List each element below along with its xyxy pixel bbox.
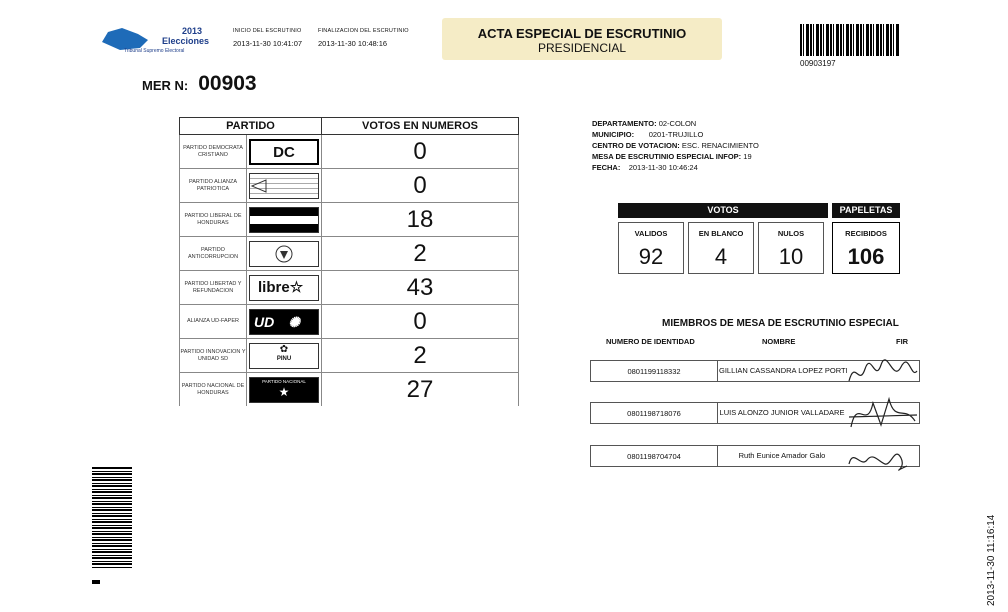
blanco-cell [688,222,754,274]
title-line1: ACTA ESPECIAL DE ESCRUTINIO [477,26,687,41]
star-icon: ★ [278,384,290,399]
fin-label: FINALIZACION DEL ESCRUTINIO [318,28,409,34]
party-logo-ud [247,305,322,339]
member-row [590,402,920,424]
member-id: 0801199118332 [627,367,681,376]
mer-number: 00903 [198,72,257,95]
validos-value: 92 [638,244,664,269]
signature-2 [845,395,921,433]
mer-number-block [142,72,257,96]
party-logo-dc [247,135,322,169]
document-title [442,18,722,60]
muni-label: MUNICIPIO: [592,130,635,139]
shield-emblem-icon [274,243,294,265]
papeletas-header: PAPELETAS [832,203,900,218]
ud-logo-text: UD [254,313,275,330]
elecciones-year: 2013 [181,26,202,36]
blanco-value: 4 [714,244,728,269]
pinu-emblem-icon: ✿ [279,343,289,355]
col-header-party: PARTIDO [180,118,322,135]
col-header-votes: VOTOS EN NUMEROS [322,118,519,135]
party-name: PARTIDO ANTICORRUPCION [180,237,247,271]
party-votes: 27 [322,373,519,407]
table-row [180,169,519,203]
col-header-sig: FIR [896,337,909,346]
party-votes: 2 [322,237,519,271]
corner-mark [92,580,100,584]
party-votes-table [179,117,519,406]
depto-value: 02-COLON [658,119,697,128]
signature-3 [845,438,921,476]
party-name: PARTIDO LIBERTAD Y REFUNDACION [180,271,247,305]
recibidos-label: RECIBIDOS [845,229,887,238]
party-votes: 0 [322,169,519,203]
party-votes: 0 [322,135,519,169]
alianza-emblem-icon [252,178,268,194]
party-name: ALIANZA UD-FAPER [180,305,247,339]
title-line2: PRESIDENCIAL [537,41,627,55]
mer-label: MER N: [142,78,189,93]
validos-cell [618,222,684,274]
pinu-logo-text: PINU [276,355,292,362]
location-info [592,118,759,173]
centro-value: ESC. RENACIMIENTO [681,141,759,150]
table-row [180,271,519,305]
party-votes: 0 [322,305,519,339]
blanco-label: EN BLANCO [698,229,744,238]
table-row [180,237,519,271]
table-row [180,373,519,407]
party-name: PARTIDO DEMOCRATA CRISTIANO [180,135,247,169]
mesa-value: 19 [743,152,752,161]
party-name: PARTIDO LIBERAL DE HONDURAS [180,203,247,237]
table-row [180,339,519,373]
party-logo-liberal [247,203,322,237]
party-name: PARTIDO NACIONAL DE HONDURAS [180,373,247,407]
table-row [180,305,519,339]
member-row [590,445,920,467]
depto-label: DEPARTAMENTO: [592,119,657,128]
col-header-id: NUMERO DE IDENTIDAD [606,337,695,346]
votos-header: VOTOS [618,203,828,218]
nulos-value: 10 [778,244,804,269]
party-logo-pinu [247,339,322,373]
member-id: 0801198704704 [627,452,681,461]
fin-value: 2013-11-30 10:48:16 [318,39,388,48]
side-timestamp: 2013-11-30 11:16:14 [986,514,997,606]
member-id: 0801198718076 [627,409,681,418]
elecciones-text: Elecciones [162,36,210,46]
nacional-logo-text: PARTIDO NACIONAL [262,378,306,384]
inicio-value: 2013-11-30 10:41:07 [233,39,303,48]
recibidos-value: 106 [847,244,885,269]
inicio-label: INICIO DEL ESCRUTINIO [233,28,302,34]
member-name: GILLIAN CASSANDRA LOPEZ PORTI [719,366,848,375]
member-row [590,360,920,382]
vertical-barcode [92,466,132,568]
party-logo-alianza [247,169,322,203]
centro-label: CENTRO DE VOTACION: [592,141,680,150]
nulos-label: NULOS [777,229,805,238]
signature-1 [845,353,921,391]
fecha-label: FECHA: [592,163,621,172]
muni-value: 0201-TRUJILLO [648,130,704,139]
fecha-value: 2013-11-30 10:46:24 [628,163,698,172]
validos-label: VALIDOS [634,229,668,238]
libre-logo-text: libre [258,278,290,296]
votes-summary [618,203,902,275]
table-row [180,203,519,237]
mesa-label: MESA DE ESCRUTINIO ESPECIAL INFOP: [592,152,742,161]
party-votes: 2 [322,339,519,373]
sun-icon: ✺ [288,313,300,330]
tse-logo [98,24,185,56]
party-logo-nacional [247,373,322,407]
barcode-number: 00903197 [800,59,836,68]
recibidos-cell [832,222,900,274]
member-name: LUIS ALONZO JUNIOR VALLADARE [719,408,845,417]
col-header-name: NOMBRE [762,337,796,346]
nulos-cell [758,222,824,274]
star-icon: ☆ [289,278,304,296]
party-votes: 43 [322,271,519,305]
barcode [800,24,900,56]
party-name: PARTIDO ALIANZA PATRIOTICA [180,169,247,203]
elecciones-logo [162,26,222,56]
party-logo-anticorrupcion [247,237,322,271]
party-logo-libre [247,271,322,305]
party-votes: 18 [322,203,519,237]
member-name: Ruth Eunice Amador Galo [738,451,826,460]
tse-logo-text: Tribunal Supremo Electoral [124,48,185,54]
table-row [180,135,519,169]
fin-block [318,28,409,48]
inicio-block [233,28,302,48]
members-title: MIEMBROS DE MESA DE ESCRUTINIO ESPECIAL [662,318,899,329]
party-name: PARTIDO INNOVACION Y UNIDAD SD [180,339,247,373]
dc-logo-text: DC [249,139,319,165]
